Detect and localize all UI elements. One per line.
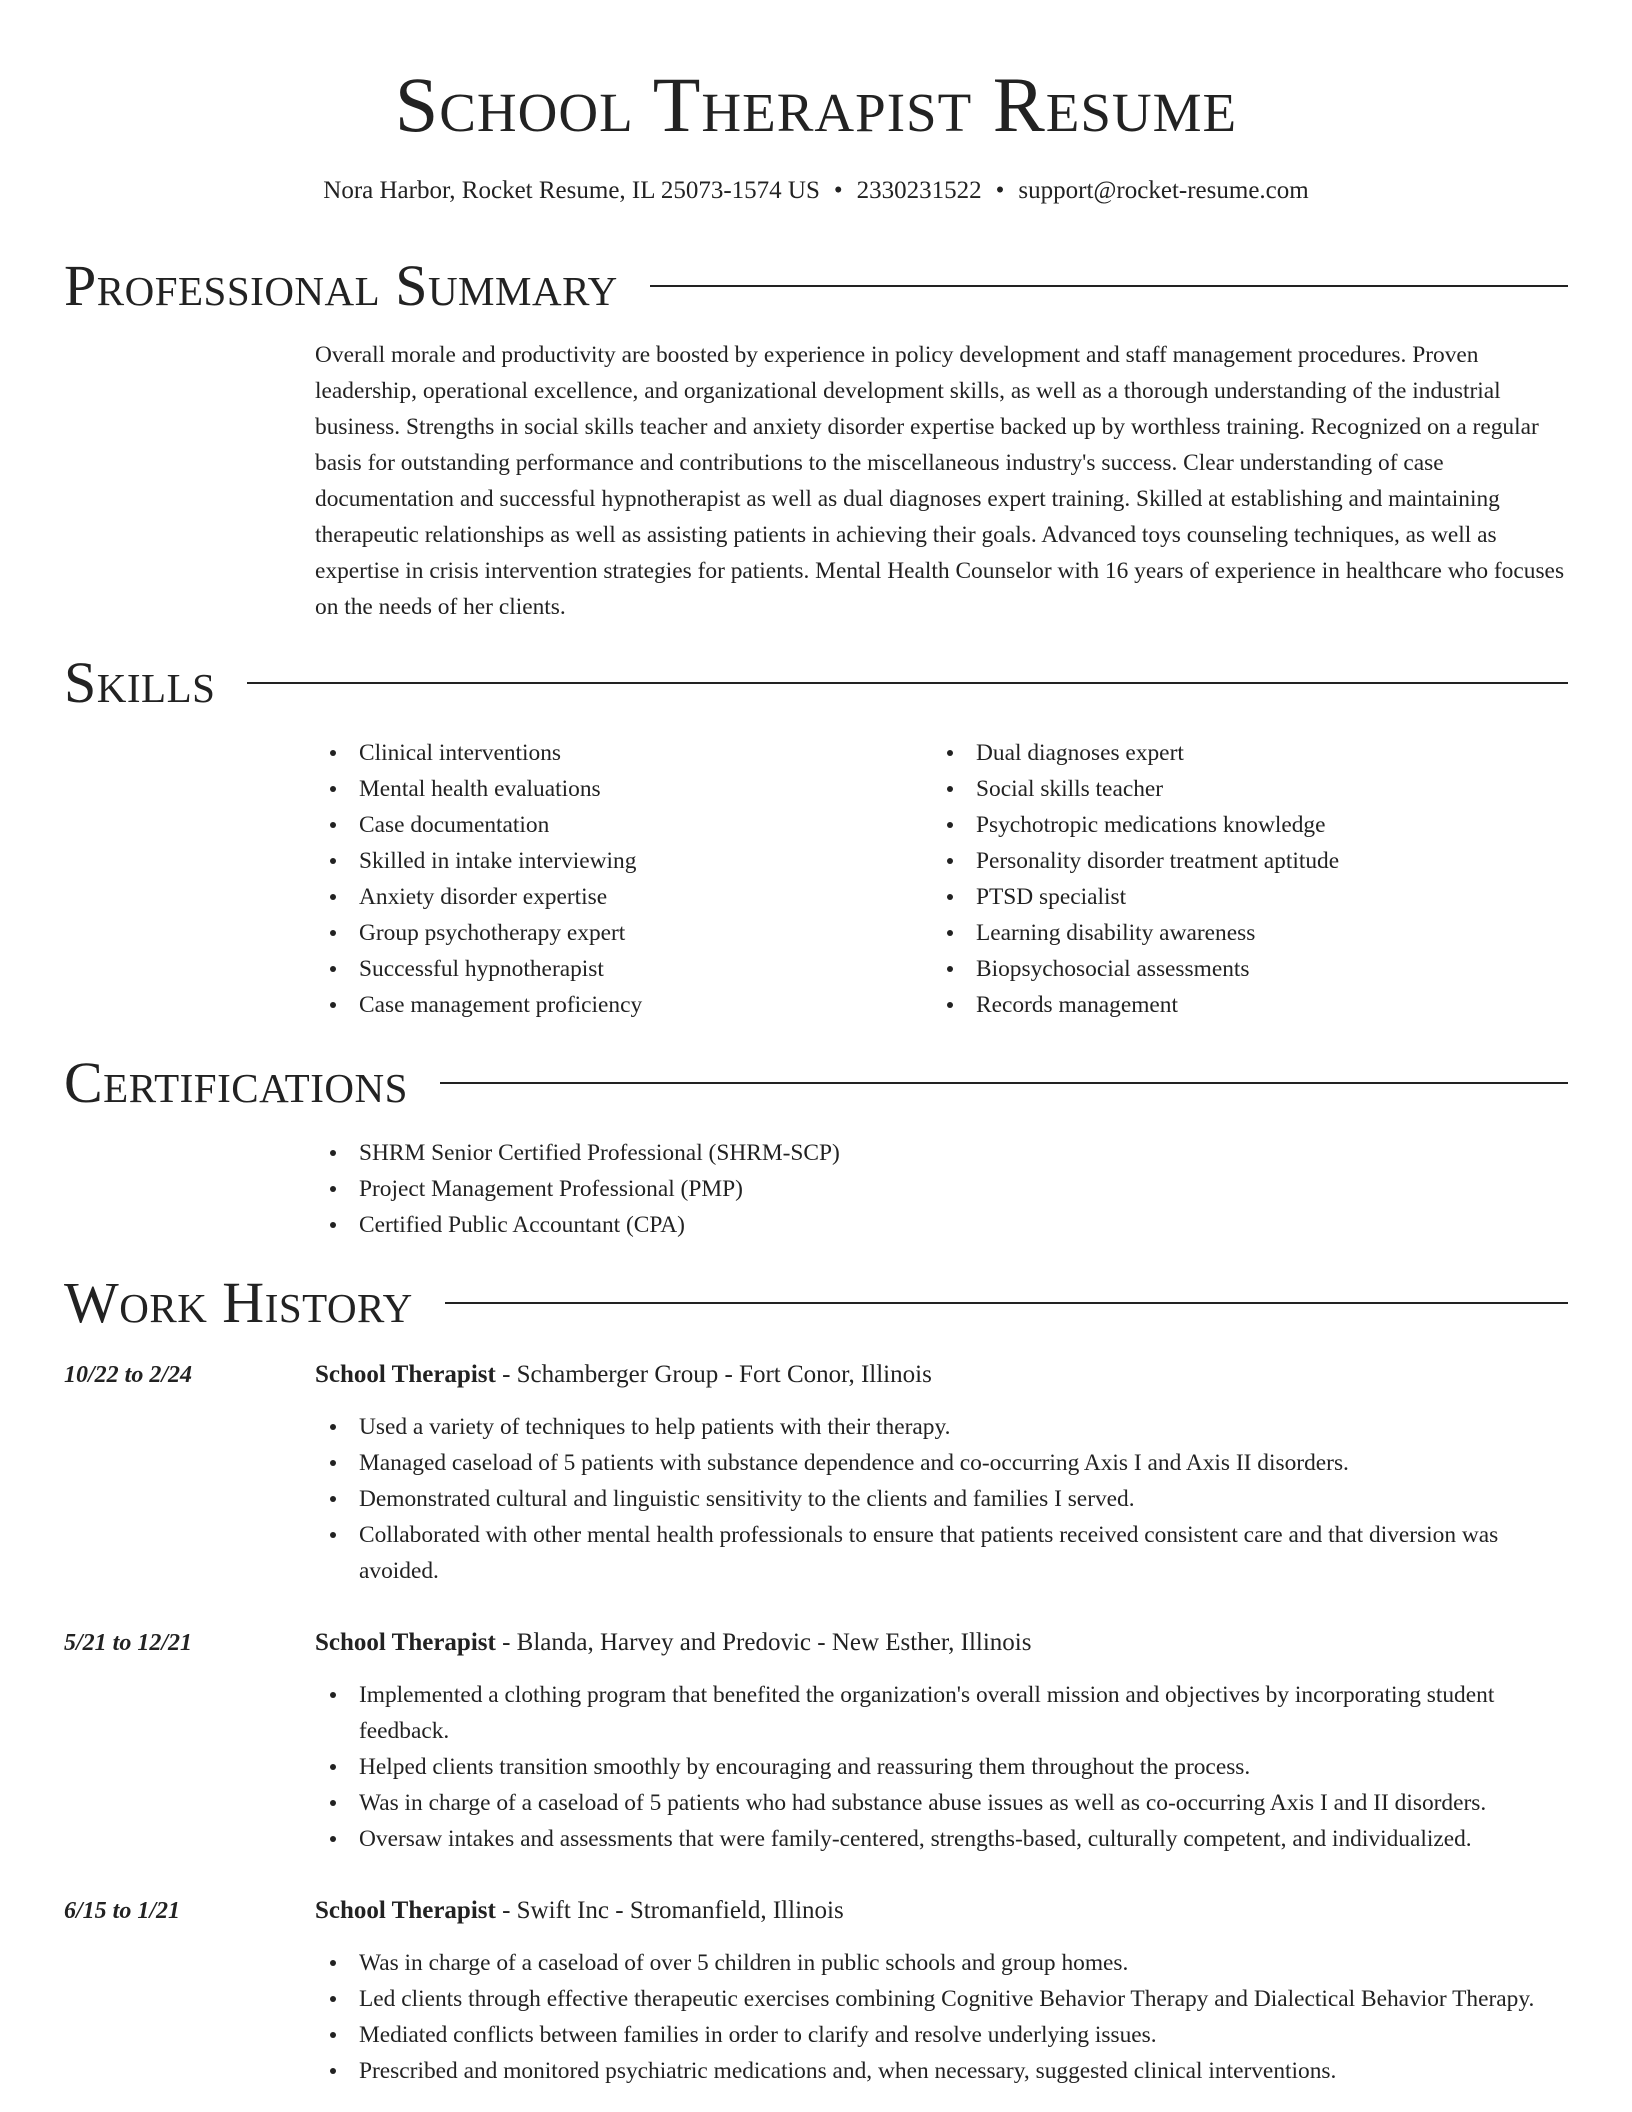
skill-item: Psychotropic medications knowledge: [932, 807, 1532, 843]
job-dates: 6/15 to 1/21: [64, 1898, 181, 1924]
skill-item: Case documentation: [315, 807, 915, 843]
certifications-list: [315, 1135, 1565, 1243]
skill-item: Records management: [932, 987, 1532, 1023]
duty-item: Collaborated with other mental health professionals to ensure that patients received consistent care and that diversion was avoided.: [315, 1517, 1570, 1589]
duty-item: Managed caseload of 5 patients with substance dependence and co-occurring Axis I and Axis II disorders.: [315, 1445, 1570, 1481]
skill-item: Case management proficiency: [315, 987, 915, 1023]
skill-item: Anxiety disorder expertise: [315, 879, 915, 915]
duty-item: Was in charge of a caseload of 5 patients who had substance abuse issues as well as co-occurring Axis I and II disorders.: [315, 1785, 1570, 1821]
skill-item: Clinical interventions: [315, 735, 915, 771]
job-duties-list: [315, 1677, 1570, 1857]
section-divider: [650, 285, 1568, 287]
certification-item: Certified Public Accountant (CPA): [315, 1207, 1565, 1243]
duty-item: Demonstrated cultural and linguistic sensitivity to the clients and families I served.: [315, 1481, 1570, 1517]
contact-separator: •: [995, 177, 1005, 204]
duty-item: Led clients through effective therapeutic exercises combining Cognitive Behavior Therapy and Dialectical Behavior Therapy.: [315, 1981, 1570, 2017]
job-employer-location: - Swift Inc - Stromanfield, Illinois: [495, 1897, 844, 1924]
skill-item: Learning disability awareness: [932, 915, 1532, 951]
contact-address: Nora Harbor, Rocket Resume, IL 25073-1574 US: [323, 177, 820, 204]
job-title: School Therapist: [315, 1897, 496, 1924]
skill-item: Dual diagnoses expert: [932, 735, 1532, 771]
skills-list-left: [315, 735, 915, 1023]
skill-item: Skilled in intake interviewing: [315, 843, 915, 879]
job-title: School Therapist: [315, 1361, 496, 1388]
skills-list-right: [932, 735, 1532, 1023]
contact-phone: 2330231522: [856, 177, 982, 204]
job-heading: [315, 1625, 1032, 1661]
skill-item: Successful hypnotherapist: [315, 951, 915, 987]
summary-heading: Professional Summary: [64, 253, 618, 318]
contact-line: [0, 174, 1632, 208]
duty-item: Implemented a clothing program that benefited the organization's overall mission and objectives by incorporating student feedback.: [315, 1677, 1570, 1749]
resume-title: School Therapist Resume: [394, 61, 1238, 148]
duty-item: Helped clients transition smoothly by encouraging and reassuring them throughout the process.: [315, 1749, 1570, 1785]
contact-separator: •: [833, 177, 843, 204]
skill-item: Biopsychosocial assessments: [932, 951, 1532, 987]
summary-section-header: [64, 255, 1568, 317]
work-history-heading: Work History: [64, 1270, 413, 1335]
work-history-section-header: [64, 1272, 1568, 1334]
job-employer-location: - Schamberger Group - Fort Conor, Illinois: [495, 1361, 932, 1388]
skill-item: Group psychotherapy expert: [315, 915, 915, 951]
job-dates: 5/21 to 12/21: [64, 1630, 193, 1656]
summary-text: Overall morale and productivity are boosted by experience in policy development and staff management procedures. Proven leadership, operational excellence, and organizational development skills, as well as a thorough understanding of the industrial business. Strengths in social skills teacher and anxiety disorder expertise backed up by worthless training. Recognized on a regular basis for outstanding performance and contributions to the miscellaneous industry's success. Clear understanding of case documentation and successful hypnotherapist as well as dual diagnoses expert training. Skilled at establishing and maintaining therapeutic relationships as well as assisting patients in achieving their goals. Advanced toys counseling techniques, as well as expertise in crisis intervention strategies for patients. Mental Health Counselor with 16 years of experience in healthcare who focuses on the needs of her clients.: [315, 342, 1565, 620]
job-dates: 10/22 to 2/24: [64, 1362, 193, 1388]
job-title: School Therapist: [315, 1629, 496, 1656]
duty-item: Was in charge of a caseload of over 5 children in public schools and group homes.: [315, 1945, 1570, 1981]
certifications-section-header: [64, 1052, 1568, 1114]
certification-item: Project Management Professional (PMP): [315, 1171, 1565, 1207]
section-divider: [445, 1302, 1568, 1304]
job-heading: [315, 1893, 844, 1929]
job-duties-list: [315, 1409, 1570, 1589]
job-heading: [315, 1357, 932, 1393]
skill-item: PTSD specialist: [932, 879, 1532, 915]
job-employer-location: - Blanda, Harvey and Predovic - New Esther, Illinois: [495, 1629, 1032, 1656]
job-duties-list: [315, 1945, 1570, 2089]
contact-email: support@rocket-resume.com: [1018, 177, 1309, 204]
duty-item: Oversaw intakes and assessments that were family-centered, strengths-based, culturally competent, and individualized.: [315, 1821, 1570, 1857]
duty-item: Used a variety of techniques to help patients with their therapy.: [315, 1409, 1570, 1445]
certifications-heading: Certifications: [64, 1050, 408, 1115]
duty-item: Prescribed and monitored psychiatric medications and, when necessary, suggested clinical interventions.: [315, 2053, 1570, 2089]
certification-item: SHRM Senior Certified Professional (SHRM-SCP): [315, 1135, 1565, 1171]
skills-heading: Skills: [64, 650, 216, 715]
section-divider: [247, 682, 1568, 684]
skill-item: Personality disorder treatment aptitude: [932, 843, 1532, 879]
skills-section-header: [64, 652, 1568, 714]
skill-item: Social skills teacher: [932, 771, 1532, 807]
section-divider: [440, 1082, 1568, 1084]
duty-item: Mediated conflicts between families in order to clarify and resolve underlying issues.: [315, 2017, 1570, 2053]
skill-item: Mental health evaluations: [315, 771, 915, 807]
